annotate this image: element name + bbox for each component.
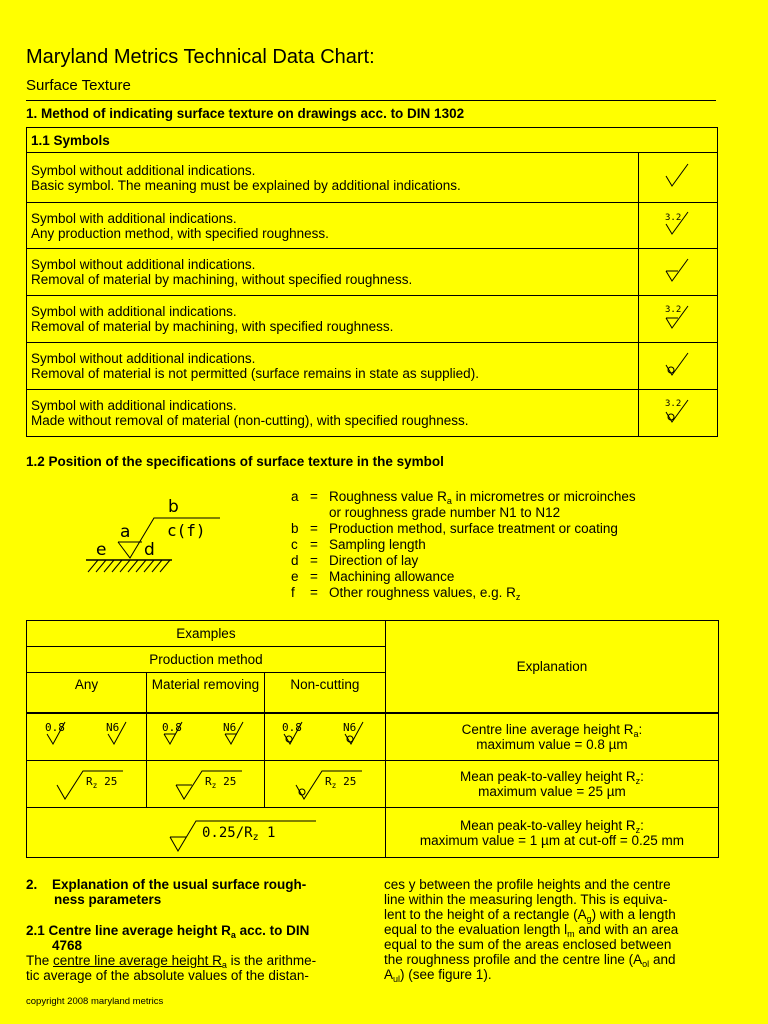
ra-noncutting-symbols-icon (270, 718, 380, 752)
copyright: copyright 2008 maryland metrics (26, 996, 164, 1007)
explanation-cutoff: Mean peak-to-valley height $R_z$: maximum value = 1 µm at cut-off = 0.25 mm (385, 808, 718, 858)
table-row (27, 249, 718, 296)
table-row (27, 390, 718, 437)
roughness-value: 3.2 (665, 304, 682, 315)
section-1-heading: 1. Method of indicating surface texture on drawings acc. to DIN 1302 (26, 106, 465, 121)
label-a: a (120, 522, 131, 542)
table-row (27, 203, 718, 249)
roughness-value: 3.2 (665, 213, 682, 223)
label-d: d (144, 540, 155, 560)
section-2-heading: 2. Explanation of the usual surface rough- ness parameters (26, 877, 307, 907)
left-column (26, 877, 366, 983)
row-line1: Symbol with additional indications. (31, 398, 237, 413)
svg-text:0.25/Rz 1: $0.25/R_z$ 1 (201, 825, 276, 843)
table-row (27, 153, 718, 203)
legend-item: c = Sampling length (291, 537, 426, 552)
rz-any-symbol-icon (31, 763, 141, 803)
section-2-1-heading: 2.1 Centre line average height $R_a$ acc. to DIN 4768 (26, 923, 310, 953)
row-line2: Removal of material by machining, without specified roughness. (31, 272, 413, 287)
ra-any-symbols-icon (31, 718, 141, 752)
page-title: Maryland Metrics Technical Data Chart: (26, 46, 375, 68)
production-method-header: Production method (27, 647, 386, 673)
svg-text:N6: N6 (342, 721, 357, 735)
svg-text:0.8: 0.8 (162, 721, 183, 735)
legend-item: d = Direction of lay (291, 553, 419, 568)
table-row (27, 343, 718, 390)
table-row (27, 761, 719, 808)
legend-item: f = Other roughness values, e.g. $R_z$ (291, 585, 521, 602)
symbol-position-diagram (84, 492, 224, 584)
col-any: Any (27, 673, 147, 713)
examples-table (26, 620, 719, 858)
right-column: ces y between the profile heights and the centre line within the measuring length. This is equiva- lent to the height of a rectangle $(A_g)$ with a length equal to the evaluation length $l_m$ and with an area equal to the sum of the areas enclosed between the roughness profile and the centre line ($A_{ol}$ and $A_{ul}$) (see figure 1). (384, 877, 679, 984)
symbols-header: 1.1 Symbols (27, 128, 718, 153)
no-removal-symbol-roughness-icon (658, 394, 698, 430)
row-line2: Basic symbol. The meaning must be explained by additional indications. (31, 177, 461, 193)
row-line2: Removal of material is not permitted (surface remains in state as supplied). (31, 366, 479, 381)
explanation-ra: Centre line average height $R_a$: maximum value = 0.8 µm (385, 713, 718, 761)
row-line1: Symbol with additional indications. (31, 210, 237, 226)
section-2-1-paragraph: The centre line average height $R_a$ is the arithme- tic average of the absolute values of the distan- (26, 953, 317, 983)
examples-header: Examples (27, 621, 386, 647)
label-cf: c(f) (167, 521, 206, 540)
label-b: b (168, 497, 179, 517)
svg-text:0.8: 0.8 (45, 721, 66, 735)
basic-symbol-icon (658, 158, 698, 194)
svg-text:Rz 25: $R_z$ 25 (205, 774, 237, 790)
row-line2: Any production method, with specified roughness. (31, 225, 329, 241)
legend (291, 489, 636, 601)
row-line1: Symbol without additional indications. (31, 351, 256, 366)
svg-text:N6: N6 (223, 721, 237, 735)
cutoff-symbol-icon (76, 809, 336, 853)
svg-text:Rz 25: $R_z$ 25 (86, 774, 118, 790)
row-line2: Made without removal of material (non-cutting), with specified roughness. (31, 413, 469, 428)
no-removal-symbol-icon (658, 347, 698, 383)
svg-text:0.8: 0.8 (281, 721, 302, 735)
ra-removing-symbols-icon (150, 718, 260, 752)
row-line2: Removal of material by machining, with specified roughness. (31, 319, 394, 334)
row-line1: Symbol without additional indications. (31, 162, 256, 178)
col-material-removing: Material removing (146, 673, 264, 713)
legend-item: e = Machining allowance (291, 569, 455, 584)
table-row (27, 808, 719, 858)
explanation-header: Explanation (385, 621, 718, 713)
row-line1: Symbol with additional indications. (31, 304, 237, 319)
table-row (27, 296, 718, 343)
table-row (27, 713, 719, 761)
explanation-rz: Mean peak-to-valley height $R_z$: maximum value = 25 µm (385, 761, 718, 808)
svg-text:N6: N6 (106, 721, 120, 735)
legend-item: b = Production method, surface treatment or coating (291, 521, 618, 536)
legend-item-continuation: or roughness grade number N1 to N12 (329, 505, 561, 520)
col-non-cutting: Non-cutting (264, 673, 385, 713)
section-1-2-heading: 1.2 Position of the specifications of surface texture in the symbol (26, 454, 444, 469)
row-line1: Symbol without additional indications. (31, 257, 256, 272)
divider (26, 100, 716, 101)
svg-text:Rz 25: $R_z$ 25 (324, 774, 357, 790)
roughness-value: 3.2 (665, 398, 682, 409)
rz-noncutting-symbol-icon (270, 763, 380, 803)
machining-symbol-roughness-icon (658, 300, 698, 336)
rz-removing-symbol-icon (150, 763, 260, 803)
page-subtitle: Surface Texture (26, 77, 131, 94)
basic-symbol-roughness-icon (658, 206, 698, 242)
label-e: e (96, 540, 107, 560)
symbols-table (26, 127, 718, 437)
legend-item: a = Roughness value $R_a$ in micrometres or microinches (291, 489, 636, 506)
machining-symbol-icon (658, 253, 698, 289)
